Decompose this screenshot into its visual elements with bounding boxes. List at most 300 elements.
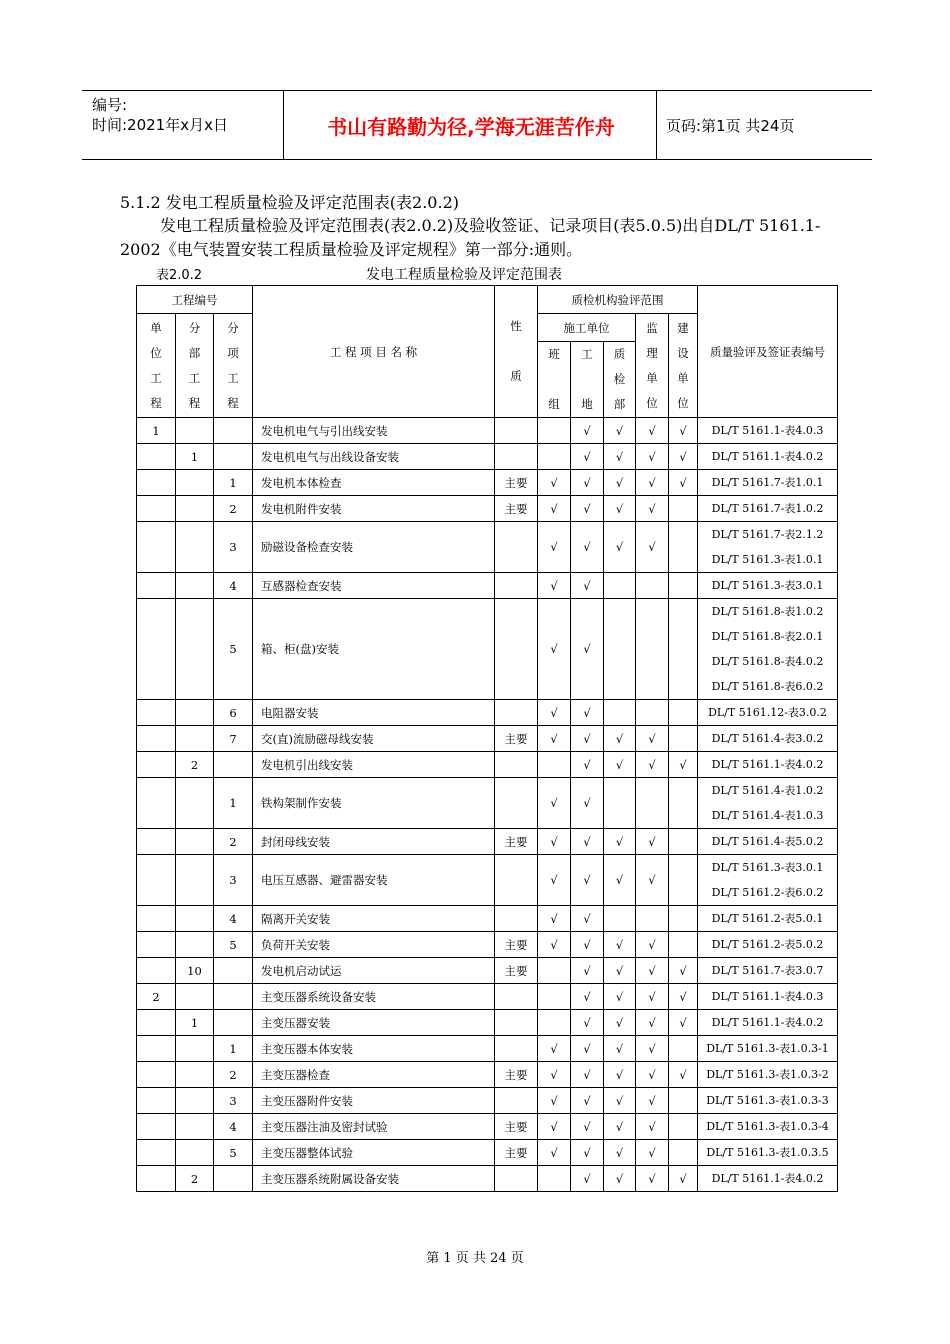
owner-check: [669, 1036, 698, 1062]
unit-cell: [137, 599, 176, 700]
unit-cell: [137, 1010, 176, 1036]
table-row: [137, 522, 838, 573]
item-cell: [214, 752, 253, 778]
qc-check: √: [604, 829, 636, 855]
form-code-cell: DL/T 5161.4-表1.0.2 DL/T 5161.4-表1.0.3: [698, 778, 838, 829]
header-item-project: 分 项 工 程: [214, 314, 253, 418]
nature-cell: [495, 700, 538, 726]
supervision-check: √: [636, 470, 669, 496]
division-cell: [176, 855, 214, 906]
name-cell: 主变压器附件安装: [253, 1088, 495, 1114]
owner-check: √: [669, 418, 698, 444]
qc-check: √: [604, 932, 636, 958]
name-cell: 电压互感器、避雷器安装: [253, 855, 495, 906]
owner-check: [669, 573, 698, 599]
unit-cell: 2: [137, 984, 176, 1010]
team-check: [538, 1010, 571, 1036]
item-cell: 3: [214, 522, 253, 573]
nature-cell: 主要: [495, 958, 538, 984]
supervision-check: √: [636, 522, 669, 573]
table-row: [137, 778, 838, 829]
nature-cell: 主要: [495, 1114, 538, 1140]
nature-cell: [495, 752, 538, 778]
division-cell: [176, 726, 214, 752]
site-check: √: [571, 418, 604, 444]
site-check: √: [571, 1088, 604, 1114]
site-check: √: [571, 855, 604, 906]
form-code-cell: DL/T 5161.3-表3.0.1: [698, 573, 838, 599]
table-row: [137, 470, 838, 496]
team-check: √: [538, 1062, 571, 1088]
form-code-cell: DL/T 5161.4-表3.0.2: [698, 726, 838, 752]
supervision-check: √: [636, 932, 669, 958]
supervision-check: √: [636, 496, 669, 522]
header-division-project: 分 部 工 程: [176, 314, 214, 418]
qc-check: √: [604, 1010, 636, 1036]
item-cell: 3: [214, 855, 253, 906]
table-row: [137, 700, 838, 726]
team-check: [538, 752, 571, 778]
supervision-check: √: [636, 418, 669, 444]
header-motto: 书山有路勤为径,学海无涯苦作舟: [327, 115, 615, 139]
name-cell: 主变压器系统附属设备安装: [253, 1166, 495, 1192]
unit-cell: [137, 932, 176, 958]
item-cell: 2: [214, 1062, 253, 1088]
item-cell: 3: [214, 1088, 253, 1114]
name-cell: 励磁设备检查安装: [253, 522, 495, 573]
division-cell: [176, 700, 214, 726]
division-cell: [176, 984, 214, 1010]
header-page-info: 页码:第1页 共24页: [666, 117, 795, 135]
supervision-check: √: [636, 752, 669, 778]
supervision-check: [636, 778, 669, 829]
division-cell: 2: [176, 752, 214, 778]
division-cell: [176, 829, 214, 855]
qc-check: √: [604, 1114, 636, 1140]
supervision-check: √: [636, 1114, 669, 1140]
qc-check: √: [604, 444, 636, 470]
qc-check: √: [604, 1140, 636, 1166]
site-check: √: [571, 958, 604, 984]
item-cell: 2: [214, 829, 253, 855]
nature-cell: 主要: [495, 496, 538, 522]
supervision-check: [636, 599, 669, 700]
owner-check: √: [669, 444, 698, 470]
division-cell: 1: [176, 444, 214, 470]
owner-check: [669, 855, 698, 906]
team-check: √: [538, 1036, 571, 1062]
qc-check: √: [604, 752, 636, 778]
nature-cell: [495, 444, 538, 470]
nature-cell: [495, 855, 538, 906]
item-cell: 2: [214, 496, 253, 522]
name-cell: 发电机电气与出线设备安装: [253, 444, 495, 470]
name-cell: 主变压器检查: [253, 1062, 495, 1088]
nature-cell: [495, 906, 538, 932]
item-cell: [214, 444, 253, 470]
site-check: √: [571, 470, 604, 496]
team-check: [538, 418, 571, 444]
item-cell: 5: [214, 599, 253, 700]
item-cell: 6: [214, 700, 253, 726]
header-meta: [92, 95, 228, 135]
nature-cell: [495, 778, 538, 829]
name-cell: 主变压器系统设备安装: [253, 984, 495, 1010]
form-code-cell: DL/T 5161.1-表4.0.2: [698, 1010, 838, 1036]
name-cell: 负荷开关安装: [253, 932, 495, 958]
owner-check: [669, 522, 698, 573]
item-cell: 1: [214, 470, 253, 496]
team-check: √: [538, 1114, 571, 1140]
unit-cell: [137, 1140, 176, 1166]
owner-check: √: [669, 1010, 698, 1036]
form-code-cell: DL/T 5161.12-表3.0.2: [698, 700, 838, 726]
team-check: [538, 444, 571, 470]
site-check: √: [571, 1010, 604, 1036]
site-check: √: [571, 829, 604, 855]
owner-check: [669, 726, 698, 752]
unit-cell: [137, 470, 176, 496]
owner-check: √: [669, 1062, 698, 1088]
qc-check: √: [604, 1062, 636, 1088]
unit-cell: [137, 700, 176, 726]
supervision-check: √: [636, 726, 669, 752]
team-check: √: [538, 522, 571, 573]
qc-check: √: [604, 418, 636, 444]
unit-cell: [137, 1036, 176, 1062]
owner-check: [669, 906, 698, 932]
site-check: √: [571, 778, 604, 829]
table-row: [137, 573, 838, 599]
name-cell: 互感器检查安装: [253, 573, 495, 599]
qc-check: [604, 573, 636, 599]
division-cell: 2: [176, 1166, 214, 1192]
unit-cell: 1: [137, 418, 176, 444]
header-site: 工 地: [571, 342, 604, 418]
table-row: [137, 496, 838, 522]
team-check: √: [538, 700, 571, 726]
table-row: [137, 1036, 838, 1062]
table-row: [137, 932, 838, 958]
division-cell: [176, 932, 214, 958]
form-code-cell: DL/T 5161.7-表1.0.2: [698, 496, 838, 522]
table-row: [137, 1062, 838, 1088]
unit-cell: [137, 958, 176, 984]
name-cell: 发电机电气与引出线安装: [253, 418, 495, 444]
name-cell: 隔离开关安装: [253, 906, 495, 932]
header-inspection-scope: 质检机构验评范围: [538, 286, 698, 314]
division-cell: 1: [176, 1010, 214, 1036]
form-code-cell: DL/T 5161.7-表2.1.2 DL/T 5161.3-表1.0.1: [698, 522, 838, 573]
team-check: √: [538, 726, 571, 752]
site-check: √: [571, 726, 604, 752]
form-code-cell: DL/T 5161.7-表1.0.1: [698, 470, 838, 496]
division-cell: [176, 778, 214, 829]
form-code-cell: DL/T 5161.2-表5.0.1: [698, 906, 838, 932]
unit-cell: [137, 573, 176, 599]
owner-check: [669, 599, 698, 700]
nature-cell: 主要: [495, 1140, 538, 1166]
form-code-cell: DL/T 5161.1-表4.0.3: [698, 418, 838, 444]
table-row: [137, 1140, 838, 1166]
qc-check: √: [604, 496, 636, 522]
nature-cell: 主要: [495, 1062, 538, 1088]
nature-cell: [495, 1088, 538, 1114]
team-check: √: [538, 1088, 571, 1114]
name-cell: 发电机引出线安装: [253, 752, 495, 778]
division-cell: [176, 1140, 214, 1166]
form-code-cell: DL/T 5161.3-表1.0.3-4: [698, 1114, 838, 1140]
item-cell: 4: [214, 906, 253, 932]
owner-check: √: [669, 752, 698, 778]
nature-cell: [495, 418, 538, 444]
nature-cell: 主要: [495, 932, 538, 958]
owner-check: [669, 700, 698, 726]
site-check: √: [571, 522, 604, 573]
name-cell: 发电机本体检查: [253, 470, 495, 496]
unit-cell: [137, 855, 176, 906]
nature-cell: [495, 1010, 538, 1036]
supervision-check: √: [636, 829, 669, 855]
site-check: √: [571, 444, 604, 470]
name-cell: 封闭母线安装: [253, 829, 495, 855]
supervision-check: √: [636, 1010, 669, 1036]
site-check: √: [571, 599, 604, 700]
supervision-check: √: [636, 984, 669, 1010]
qc-check: [604, 700, 636, 726]
table-row: [137, 1010, 838, 1036]
supervision-check: √: [636, 1166, 669, 1192]
table-row: [137, 599, 838, 700]
team-check: [538, 958, 571, 984]
item-cell: [214, 1166, 253, 1192]
form-code-cell: DL/T 5161.1-表4.0.2: [698, 752, 838, 778]
table-row: [137, 752, 838, 778]
form-code-cell: DL/T 5161.3-表1.0.3-2: [698, 1062, 838, 1088]
nature-cell: [495, 1166, 538, 1192]
nature-cell: 主要: [495, 470, 538, 496]
owner-check: [669, 1114, 698, 1140]
table-row: [137, 829, 838, 855]
item-cell: [214, 1010, 253, 1036]
qc-check: √: [604, 522, 636, 573]
header-qc-dept: 质 检 部: [604, 342, 636, 418]
table-row: [137, 984, 838, 1010]
unit-cell: [137, 444, 176, 470]
unit-cell: [137, 778, 176, 829]
unit-cell: [137, 1062, 176, 1088]
item-cell: 4: [214, 1114, 253, 1140]
time-label: 时间:2021年x月x日: [92, 116, 228, 134]
table-row: [137, 444, 838, 470]
unit-cell: [137, 496, 176, 522]
name-cell: 铁构架制作安装: [253, 778, 495, 829]
form-code-cell: DL/T 5161.2-表5.0.2: [698, 932, 838, 958]
qc-check: √: [604, 726, 636, 752]
division-cell: [176, 906, 214, 932]
header-divider: [656, 91, 657, 159]
owner-check: [669, 778, 698, 829]
division-cell: [176, 1062, 214, 1088]
table-row: [137, 958, 838, 984]
owner-check: √: [669, 1166, 698, 1192]
name-cell: 电阻器安装: [253, 700, 495, 726]
unit-cell: [137, 522, 176, 573]
site-check: √: [571, 1114, 604, 1140]
site-check: √: [571, 1036, 604, 1062]
owner-check: [669, 496, 698, 522]
supervision-check: √: [636, 444, 669, 470]
supervision-check: [636, 573, 669, 599]
qc-check: [604, 778, 636, 829]
item-cell: 1: [214, 778, 253, 829]
owner-check: √: [669, 958, 698, 984]
nature-cell: 主要: [495, 726, 538, 752]
supervision-check: √: [636, 1140, 669, 1166]
qc-check: √: [604, 1088, 636, 1114]
division-cell: [176, 599, 214, 700]
name-cell: 主变压器本体安装: [253, 1036, 495, 1062]
item-cell: 5: [214, 1140, 253, 1166]
table-row: [137, 418, 838, 444]
table-body: [137, 418, 838, 1192]
name-cell: 主变压器安装: [253, 1010, 495, 1036]
item-cell: 1: [214, 1036, 253, 1062]
table-row: [137, 855, 838, 906]
supervision-check: √: [636, 958, 669, 984]
qc-check: √: [604, 1036, 636, 1062]
division-cell: [176, 1088, 214, 1114]
qc-check: √: [604, 984, 636, 1010]
team-check: √: [538, 932, 571, 958]
unit-cell: [137, 1114, 176, 1140]
form-code-cell: DL/T 5161.7-表3.0.7: [698, 958, 838, 984]
qc-check: √: [604, 1166, 636, 1192]
division-cell: [176, 1114, 214, 1140]
team-check: √: [538, 599, 571, 700]
header-form-code: 质量验评及签证表编号: [698, 286, 838, 418]
team-check: √: [538, 1140, 571, 1166]
table-row: [137, 1166, 838, 1192]
unit-cell: [137, 752, 176, 778]
form-code-cell: DL/T 5161.3-表1.0.3.5: [698, 1140, 838, 1166]
supervision-check: [636, 906, 669, 932]
form-code-cell: DL/T 5161.1-表4.0.2: [698, 1166, 838, 1192]
division-cell: [176, 418, 214, 444]
form-code-cell: DL/T 5161.3-表1.0.3-1: [698, 1036, 838, 1062]
team-check: √: [538, 573, 571, 599]
owner-check: [669, 1088, 698, 1114]
division-cell: [176, 1036, 214, 1062]
paragraph-text: 发电工程质量检验及评定范围表(表2.0.2)及验收签证、记录项目(表5.0.5)出自DL/T 5161.1-2002《电气装置安装工程质量检验及评定规程》第一部分:通则。: [120, 216, 821, 259]
form-code-cell: DL/T 5161.4-表5.0.2: [698, 829, 838, 855]
team-check: √: [538, 829, 571, 855]
name-cell: 主变压器注油及密封试验: [253, 1114, 495, 1140]
name-cell: 发电机启动试运: [253, 958, 495, 984]
nature-cell: [495, 522, 538, 573]
header-team: 班 组: [538, 342, 571, 418]
team-check: √: [538, 906, 571, 932]
inspection-scope-table: [136, 285, 838, 1192]
form-code-cell: DL/T 5161.8-表1.0.2 DL/T 5161.8-表2.0.1 DL/T 5161.8-表4.0.2 DL/T 5161.8-表6.0.2: [698, 599, 838, 700]
team-check: [538, 984, 571, 1010]
form-code-cell: DL/T 5161.3-表1.0.3-3: [698, 1088, 838, 1114]
division-cell: 10: [176, 958, 214, 984]
unit-cell: [137, 1166, 176, 1192]
site-check: √: [571, 984, 604, 1010]
site-check: √: [571, 752, 604, 778]
header-nature: 性 质: [495, 286, 538, 418]
form-code-cell: DL/T 5161.3-表3.0.1 DL/T 5161.2-表6.0.2: [698, 855, 838, 906]
item-cell: [214, 958, 253, 984]
site-check: √: [571, 1166, 604, 1192]
team-check: √: [538, 470, 571, 496]
header-owner: 建 设 单 位: [669, 314, 698, 418]
unit-cell: [137, 829, 176, 855]
page-footer: 第 1 页 共 24 页: [426, 1251, 524, 1266]
site-check: √: [571, 573, 604, 599]
qc-check: [604, 599, 636, 700]
supervision-check: √: [636, 1088, 669, 1114]
supervision-check: √: [636, 1062, 669, 1088]
table-row: [137, 906, 838, 932]
unit-cell: [137, 906, 176, 932]
header-project-no: 工程编号: [137, 286, 253, 314]
qc-check: √: [604, 958, 636, 984]
header-construction-unit: 施工单位: [538, 314, 636, 342]
site-check: √: [571, 932, 604, 958]
owner-check: √: [669, 470, 698, 496]
item-cell: 5: [214, 932, 253, 958]
item-cell: 4: [214, 573, 253, 599]
name-cell: 箱、柜(盘)安装: [253, 599, 495, 700]
table-row: [137, 1114, 838, 1140]
section-paragraph: [120, 214, 840, 262]
nature-cell: 主要: [495, 829, 538, 855]
site-check: √: [571, 700, 604, 726]
name-cell: 主变压器整体试验: [253, 1140, 495, 1166]
section-heading: 5.1.2 发电工程质量检验及评定范围表(表2.0.2): [120, 193, 459, 212]
team-check: √: [538, 778, 571, 829]
site-check: √: [571, 906, 604, 932]
qc-check: [604, 906, 636, 932]
header-divider: [283, 91, 284, 159]
number-label: 编号:: [92, 96, 128, 114]
owner-check: [669, 932, 698, 958]
nature-cell: [495, 1036, 538, 1062]
table-number: 表2.0.2: [156, 268, 203, 283]
team-check: √: [538, 855, 571, 906]
qc-check: √: [604, 855, 636, 906]
division-cell: [176, 522, 214, 573]
nature-cell: [495, 573, 538, 599]
site-check: √: [571, 1140, 604, 1166]
nature-cell: [495, 599, 538, 700]
owner-check: [669, 829, 698, 855]
name-cell: 交(直)流励磁母线安装: [253, 726, 495, 752]
supervision-check: √: [636, 855, 669, 906]
unit-cell: [137, 726, 176, 752]
item-cell: [214, 418, 253, 444]
division-cell: [176, 470, 214, 496]
item-cell: [214, 984, 253, 1010]
supervision-check: √: [636, 1036, 669, 1062]
header-supervision: 监 理 单 位: [636, 314, 669, 418]
division-cell: [176, 496, 214, 522]
owner-check: [669, 1140, 698, 1166]
site-check: √: [571, 1062, 604, 1088]
name-cell: 发电机附件安装: [253, 496, 495, 522]
